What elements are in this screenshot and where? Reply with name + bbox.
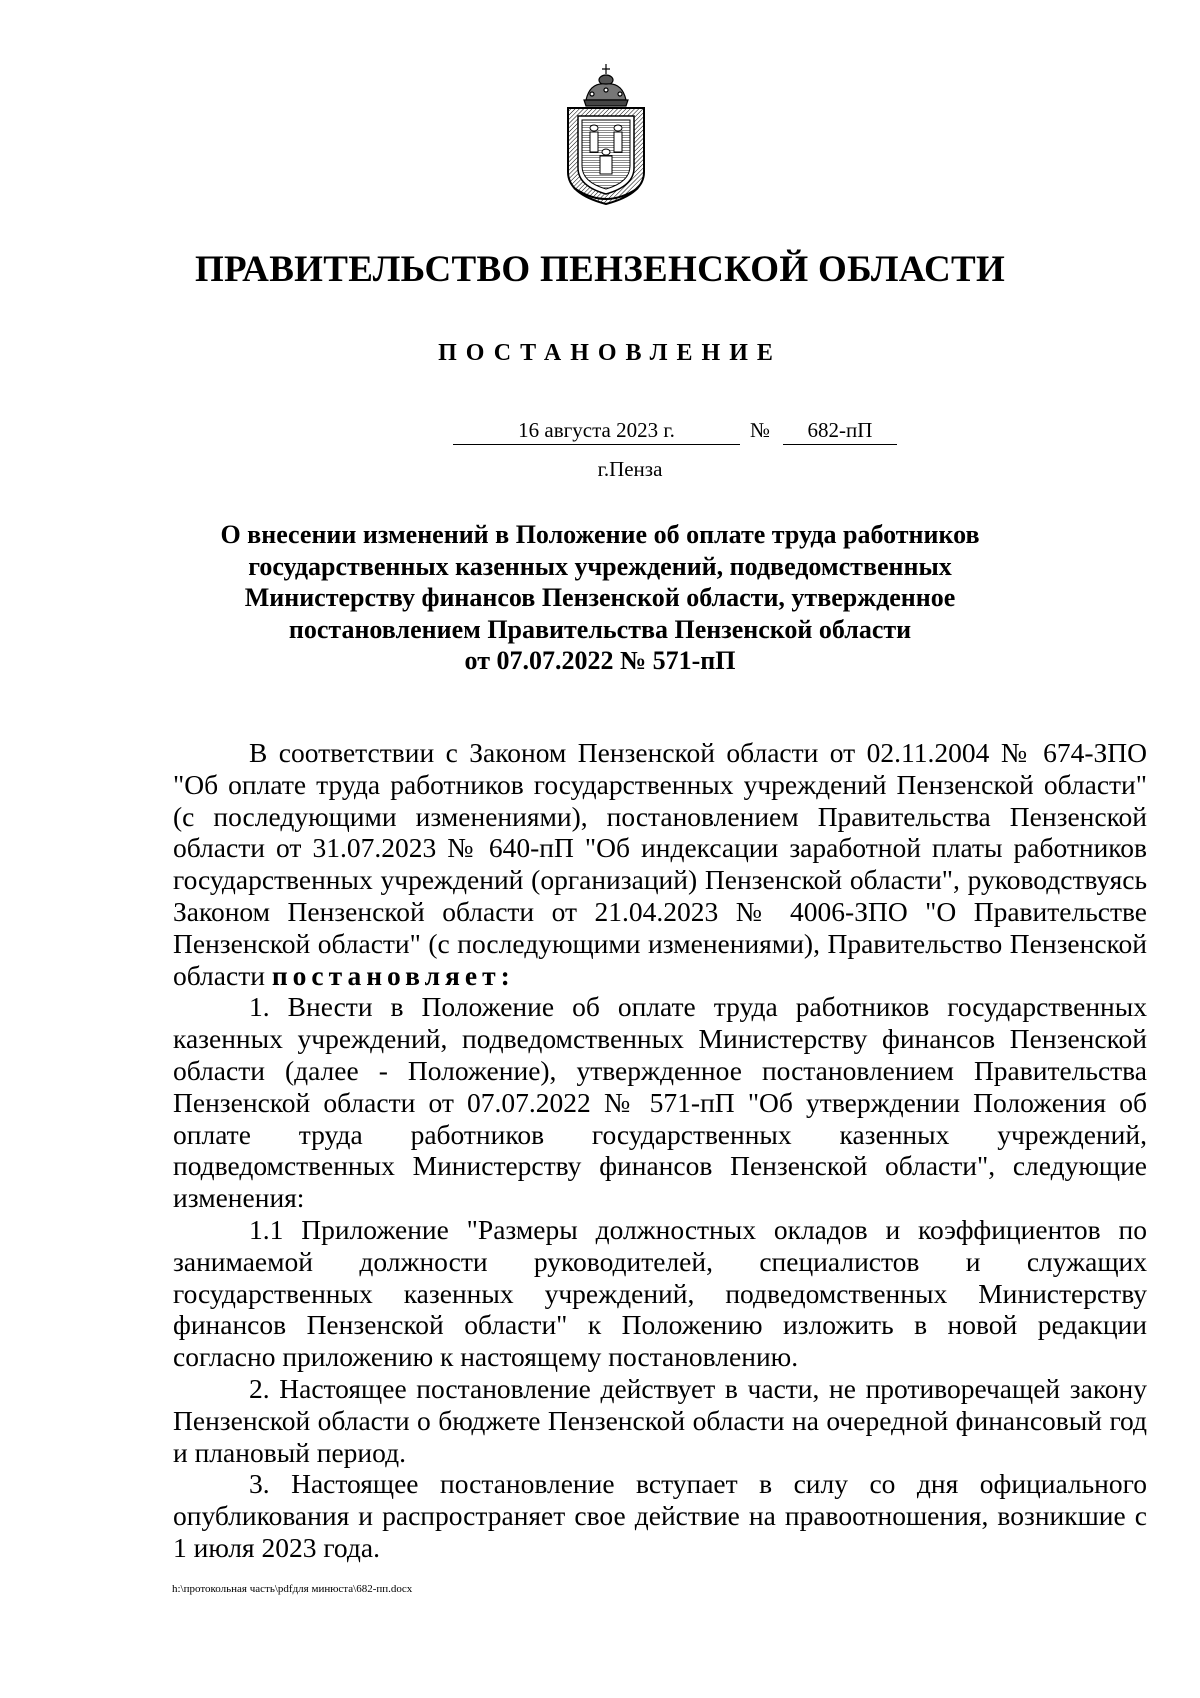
item-3-paragraph: 3. Настоящее постановление вступает в силу со дня официального опубликования и распространяет свое действие на правоотношения, возникшие с 1 июля 2023 года. — [173, 1468, 1147, 1563]
city-name: г.Пенза — [597, 457, 663, 481]
subject-line: О внесении изменений в Положение об оплате труда работников — [220, 520, 980, 549]
coat-of-arms-emblem — [560, 60, 652, 210]
resolves-word: постановляет: — [271, 959, 515, 991]
file-path-footer: h:\протокольная часть\pdfдля минюста\682-пп.docx — [172, 1583, 413, 1595]
government-title: ПРАВИТЕЛЬСТВО ПЕНЗЕНСКОЙ ОБЛАСТИ — [194, 249, 1006, 290]
preamble-paragraph — [173, 737, 1147, 991]
subject-line: от 07.07.2022 № 571-пП — [464, 646, 736, 675]
document-number: 682-пП — [783, 418, 897, 445]
number-sign: № — [750, 418, 771, 442]
document-subject — [180, 519, 1020, 677]
date-number-line — [0, 418, 1200, 446]
document-body — [173, 737, 1147, 1564]
item-1-paragraph: 1. Внести в Положение об оплате труда работников государственных казенных учреждений, подведомственных Министерству финансов Пензенской области (далее - Положение), утвержденное постановлением Правительства Пензенской области от 07.07.2022 № 571-пП "Об утверждении Положения об оплате труда работников государственных казенных учреждений, подведомственных Министерству финансов Пензенской области", следующие изменения: — [173, 991, 1147, 1214]
item-2-paragraph: 2. Настоящее постановление действует в части, не противоречащей закону Пензенской области о бюджете Пензенской области на очередной финансовый год и плановый период. — [173, 1372, 1147, 1468]
subject-line: государственных казенных учреждений, подведомственных — [248, 551, 952, 581]
document-date: 16 августа 2023 г. — [453, 418, 740, 445]
preamble-text: В соответствии с Законом Пензенской области от 02.11.2004 № 674-ЗПО "Об оплате труда работников государственных учреждений Пензенской области" (с последующими изменениями), постановлением Правительства Пензенской области от 31.07.2023 № 640-пП "Об индексации заработной платы работников государственных учреждений (организаций) Пензенской области", руководствуясь Законом Пензенской области от 21.04.2023 № 4006-ЗПО "О Правительстве Пензенской области" (с последующими изменениями), Правительство Пензенской области — [173, 737, 1147, 991]
document-type-heading: ПОСТАНОВЛЕНИЕ — [438, 340, 782, 366]
subject-line: Министерству финансов Пензенской области, утвержденное — [244, 583, 956, 612]
subject-line: постановлением Правительства Пензенской области — [288, 614, 912, 644]
item-1-1-paragraph: 1.1 Приложение "Размеры должностных окладов и коэффициентов по занимаемой должности руководителей, специалистов и служащих государственных казенных учреждений, подведомственных Министерству финансов Пензенской области" к Положению изложить в новой редакции согласно приложению к настоящему постановлению. — [173, 1213, 1147, 1373]
